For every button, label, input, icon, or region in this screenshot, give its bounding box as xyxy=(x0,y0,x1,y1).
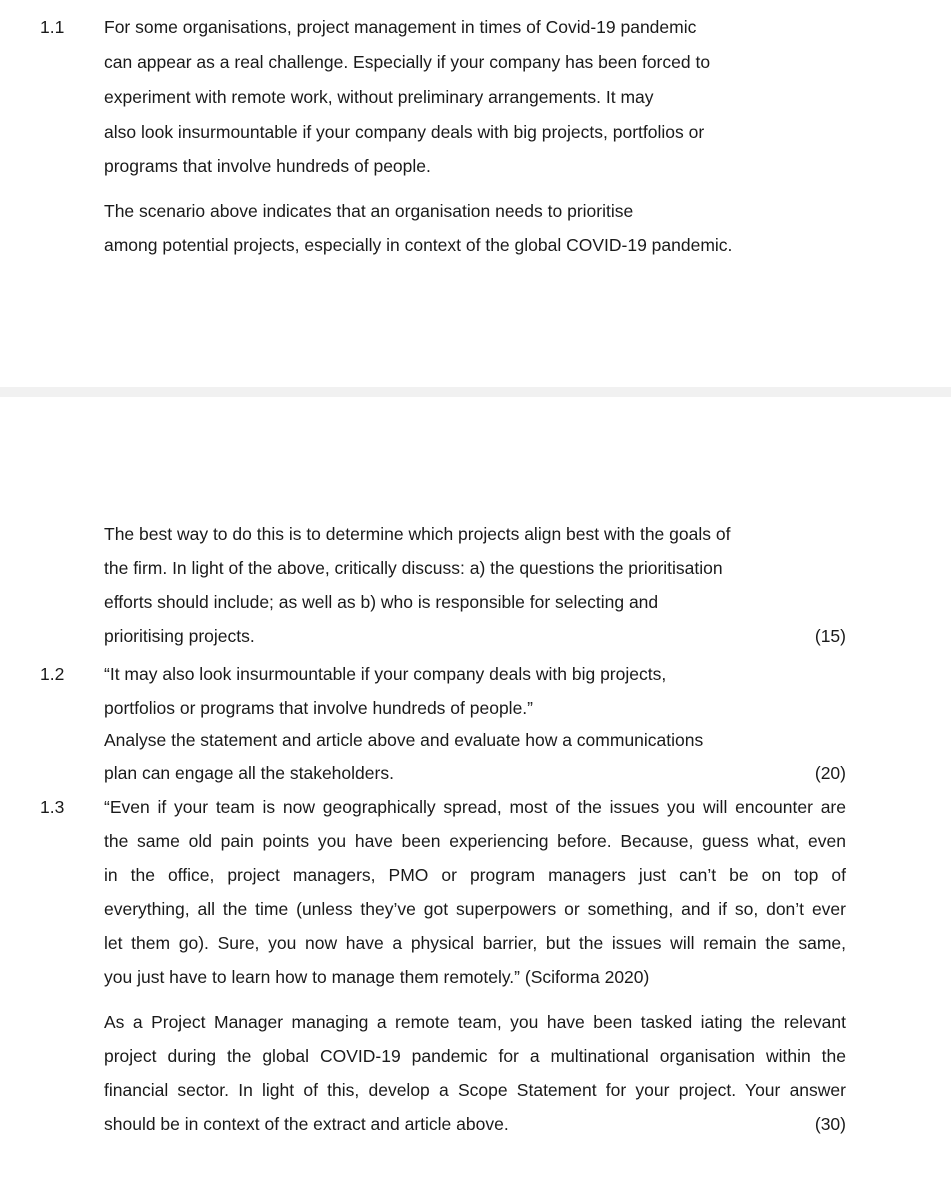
text-line: “Even if your team is now geographically spread, most of the issues you will encounter are xyxy=(104,797,846,817)
text-line: As a Project Manager managing a remote team, you have been tasked iating the relevant xyxy=(104,1012,846,1032)
text-line: efforts should include; as well as b) who is responsible for selecting and xyxy=(104,592,659,612)
text-line: everything, all the time (unless they’ve got superpowers or something, and if so, don’t ever xyxy=(104,899,846,919)
text-line: the firm. In light of the above, critically discuss: a) the questions the prioritisation xyxy=(104,558,723,578)
text-line: project during the global COVID-19 pandemic for a multinational organisation within the xyxy=(104,1046,846,1066)
text-line: financial sector. In light of this, develop a Scope Statement for your project. Your answer xyxy=(104,1080,846,1100)
text-line: the same old pain points you have been experiencing before. Because, guess what, even xyxy=(104,831,846,851)
text-line: in the office, project managers, PMO or program managers just can’t be on top of xyxy=(104,865,846,885)
marks-1-1: (15) xyxy=(814,626,846,646)
text-line: prioritising projects. xyxy=(104,626,255,646)
text-line: “It may also look insurmountable if your company deals with big projects, xyxy=(104,664,667,684)
text-line: also look insurmountable if your company deals with big projects, portfolios or xyxy=(104,122,705,142)
text-line: plan can engage all the stakeholders. xyxy=(104,763,394,783)
text-line: The scenario above indicates that an organisation needs to prioritise xyxy=(104,201,634,221)
text-line: among potential projects, especially in context of the global COVID-19 pandemic. xyxy=(104,235,733,255)
page-top xyxy=(0,0,951,387)
page-bottom xyxy=(0,397,951,1185)
page-separator xyxy=(0,387,951,397)
question-number-1-1: 1.1 xyxy=(40,17,65,37)
text-line: you just have to learn how to manage them remotely.” (Sciforma 2020) xyxy=(104,967,650,987)
text-line: programs that involve hundreds of people. xyxy=(104,156,431,176)
text-line: let them go). Sure, you now have a physical barrier, but the issues will remain the same, xyxy=(104,933,846,953)
text-line: Analyse the statement and article above and evaluate how a communications xyxy=(104,730,704,750)
text-line: For some organisations, project management in times of Covid-19 pandemic xyxy=(104,17,697,37)
question-number-1-2: 1.2 xyxy=(40,664,65,684)
marks-1-3: (30) xyxy=(814,1114,846,1134)
text-line: should be in context of the extract and article above. xyxy=(104,1114,509,1134)
text-line: The best way to do this is to determine which projects align best with the goals of xyxy=(104,524,731,544)
text-line: experiment with remote work, without preliminary arrangements. It may xyxy=(104,87,654,107)
marks-1-2: (20) xyxy=(814,763,846,783)
text-line: can appear as a real challenge. Especially if your company has been forced to xyxy=(104,52,711,72)
question-number-1-3: 1.3 xyxy=(40,797,65,817)
text-line: portfolios or programs that involve hundreds of people.” xyxy=(104,698,533,718)
